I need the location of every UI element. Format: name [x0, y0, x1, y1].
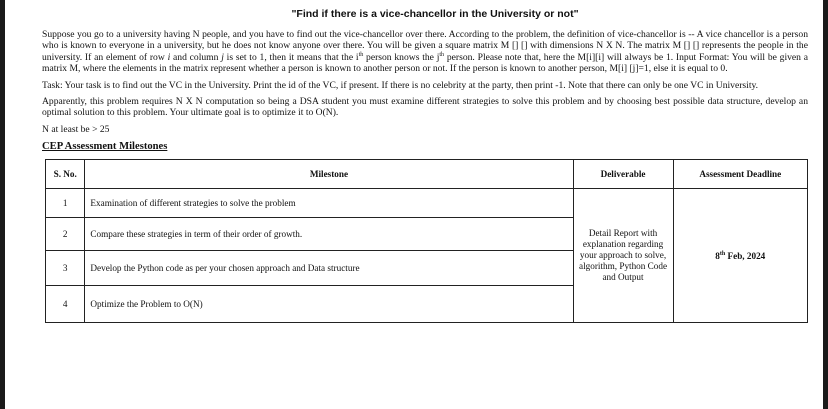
row-milestone: Develop the Python code as per your chosen approach and Data structure	[85, 251, 573, 286]
header-milestone: Milestone	[85, 160, 573, 189]
milestones-heading: CEP Assessment Milestones	[42, 141, 168, 153]
superscript: th	[439, 51, 445, 58]
strategy-paragraph: Apparently, this problem requires N X N computation so being a DSA student you must examine different strategies to solve this problem and by choosing best possible data structure, develop an optimal solution to this problem. Your ultimate goal is to optimize it to O(N).	[42, 96, 808, 119]
header-sno: S. No.	[46, 160, 85, 189]
problem-description	[42, 29, 808, 75]
left-border	[0, 0, 5, 409]
milestones-table	[45, 159, 808, 323]
right-border	[823, 0, 828, 409]
deadline-month-year: Feb, 2024	[725, 250, 766, 261]
header-deadline: Assessment Deadline	[673, 160, 807, 189]
text-part: is set to 1, then it means that the i	[223, 51, 359, 63]
document-title: "Find if there is a vice-chancellor in the University or not"	[291, 8, 579, 20]
superscript: th	[719, 250, 726, 257]
row-number: 1	[46, 189, 85, 218]
text-part: person knows the j	[363, 51, 440, 63]
superscript: th	[358, 51, 364, 58]
row-milestone: Examination of different strategies to solve the problem	[85, 189, 573, 218]
task-paragraph: Task: Your task is to find out the VC in the University. Print the id of the VC, if present. If there is no celebrity at the party, then print -1. Note that there can only be one VC in University.	[42, 79, 759, 91]
constraint-line: N at least be > 25	[42, 123, 110, 135]
row-milestone: Compare these strategies in term of their order of growth.	[85, 218, 573, 251]
row-milestone: Optimize the Problem to O(N)	[85, 286, 573, 323]
row-number: 4	[46, 286, 85, 323]
table-row	[46, 189, 808, 218]
deadline-cell	[673, 189, 807, 323]
row-number: 3	[46, 251, 85, 286]
text-italic-j: j	[221, 51, 224, 63]
row-number: 2	[46, 218, 85, 251]
header-deliverable: Deliverable	[573, 160, 673, 189]
document	[42, 8, 808, 323]
text-part: Suppose you go to a university having N people, and you have to find out the vice-chancellor over there. According to the problem, the definition of vice-chancellor is -- A vice chancellor is a person who is known to everyone in a university, but he does not know anyone over there. You will be given a square matrix M [] [] with dimensions N X N. The matrix M [] [] represents the people in the university. If an element of row	[42, 29, 808, 63]
text-part: person. Please note that, here the M[i][i] will always be 1. Input Format: You will be given a matrix M, where the elements in the matrix represent whether a person is known to another person or not. If the person is known to another person, M[i] [j]=1, else it is equal to 0.	[42, 51, 809, 75]
deadline-day: 8	[715, 250, 720, 261]
deliverable-cell: Detail Report with explanation regarding your approach to solve, algorithm, Python Code and Output	[573, 189, 673, 323]
table-header-row	[46, 160, 808, 189]
text-part: and column	[170, 51, 222, 63]
text-italic-i: i	[167, 51, 171, 63]
